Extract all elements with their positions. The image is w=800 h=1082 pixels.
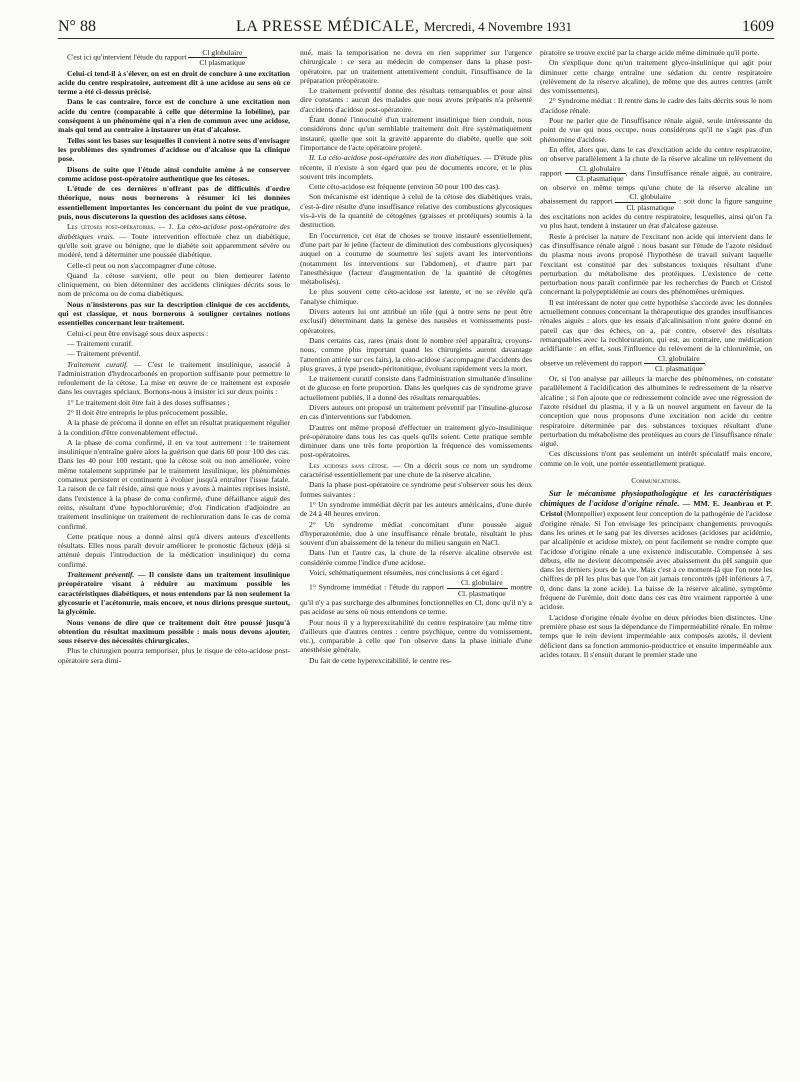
text: — C'est le traitement insulinique, associé à l'administration d'hydrocarbonés en proportion suffisante pour permettre le refoulement de la cétose. La mise en œuvre de ce traitement est exposée dans les ouvrages spéciaux. Bornons-nous à insister ici sur deux points : (58, 359, 290, 397)
text: En effet, alors que, dans le cas d'excitation acide du centre respiratoire, on observe parallèlement à la chute de la réserve alcaline un relèvement du rapport (540, 144, 772, 178)
paragraph: En l'occurrence, cet état de choses se trouve instauré essentiellement, d'une part par le jeûne (facteur de diminution des combustions glycosiques) auquel on a coutume de soumettre les sujets avant les interventions (notamment les interventions sur l'abdomen), et d'autre part par l'anesthésique (facteur d'augmentation de la quantité de cétogènes métabolisés). (300, 230, 532, 287)
paragraph (300, 153, 532, 181)
paragraph: Le plus souvent cette céto-acidose est latente, et ne se révèle qu'à l'analyse chimique. (300, 287, 532, 306)
paragraph: 2° Un syndrome médiat concomitant d'une poussée aiguë d'hyperazotémie, due à une insuffisance rénale brutale, résultant le plus souvent d'un abaissement de la teneur du milieu sanguin en NaCl. (300, 519, 532, 548)
fraction-denominator: Cl. plasmatique (626, 202, 675, 212)
journal-title (236, 18, 572, 36)
paragraph: Quand la cétose survient, elle peut ou bien demeurer latente cliniquement, ou bien déterminer des accidents cliniques décrits sous le nom de précoma ou de coma diabétiques. (58, 270, 290, 299)
fraction-numerator: Cl. globulaire (447, 578, 508, 588)
paragraph: D'autres ont même proposé d'effectuer un traitement glyco-insulinique pré-opératoire dans tous les cas quels qu'ils soient. Cette pratique semble diminuer dans une très forte proportion la fréquence des vomissements post-opératoires. (300, 422, 532, 460)
text: (Montpellier) exposent leur conception de la pathogénie de l'acidose d'origine rénale. Si l'on envisage les principaux changements provoqués dans les urines et le sang par les diverses acidoses (acidoses par acidémie, par alcalipénie et acidose mixte), on peut facilement se rendre compte que l'acidose d'origine rénale a une existence indiscutable. Compensée à ses débuts, elle ne devient décompensée avec abaissement du pH sanguin que dans les derniers jours de la vie. Mais c'est à ce moment-là que l'on note les chiffres de pH les plus bas que l'on ait jamais rencontrés (pH inférieurs à 7, 0, donc dans la zone acide). La baisse de la réserve alcaline, symptôme fréquent de l'urémie, doit donc dans ces cas être vraiment rapportée à une acidose. (540, 509, 772, 612)
subheading: Traitement curatif. (67, 359, 129, 369)
paragraph: L'étude de ces dernières n'offrant pas de difficultés d'ordre théorique, nous nous bornerons à résumer ici les données essentiellement importantes les concernant du point de vue pratique, puis, nous discuterons la question des acidoses sans cétose. (58, 184, 290, 222)
text: — D'étude plus récente, il n'existe à son égard que peu de documents encore, et le plus souvent très incomplets. (300, 153, 532, 181)
paragraph: Divers auteurs lui ont attribué un rôle (qui à notre sens ne peut être exclusif) déterminant dans la genèse des nausées et vomissements post-opératoires. (300, 307, 532, 335)
paragraph: Ces discussions n'ont pas seulement un intérêt spéculatif mais encore, comme on le voit, une portée essentiellement pratique. (540, 449, 772, 468)
paragraph: Or, si l'on analyse par ailleurs la marche des phénomènes, on constate parallèlement à l'acidification des albumines le redressement de la réserve alcaline ; si l'on ajoute que ce redressement coïncide avec une régression de l'azote résiduel du plasma, il y a là un nouvel argument en faveur de la conception que nous proposons d'une excitation non acide du centre respiratoire déterminée par des substances toxiques résultant d'une perturbation du métabolisme des protéiques au cours de l'insuffisance rénale aiguë. (540, 374, 772, 449)
paragraph: Le traitement curatif consiste dans l'administration simultanée d'insuline et de glucose en forte proportion. Dans les quelques cas de syndrome grave actuellement publiés, il a donné des résultats remarquables. (300, 374, 532, 402)
fraction-numerator: Cl globulaire (188, 48, 247, 58)
fraction-denominator: Cl. plasmatique (457, 588, 506, 598)
paragraph: Reste à préciser la nature de l'excitant non acide qui intervient dans le cas d'insuffisance rénale aiguë : nous basant sur l'étude de l'azote résiduel du plasma nous avons proposé l'hypothèse de travail suivant laquelle l'excitant est constitué par des substances toxiques résultant d'une perturbation du métabolisme des protéiques. L'existence de cette perturbation nous paraît confirmée par les recherches de Puech et Cristol concernant la polypeptidémie au cours des phénomènes urémiques. (540, 231, 772, 297)
paragraph (58, 222, 290, 259)
subheading: II. La céto-acidose post-opératoire des non diabétiques. (309, 153, 482, 163)
paragraph: Celui-ci peut être envisagé sous deux aspects : (67, 328, 209, 338)
paragraph: Nous n'insisterons pas sur la description clinique de ces accidents, qui est classique, et nous bornerons à souligner certaines notions essentielles concernant leur traitement. (58, 299, 290, 328)
paragraph (540, 298, 772, 373)
text: — Il consiste dans un traitement insulinique préopératoire visant à réduire au maximum possible les caractéristiques diabétiques, et nous entendons par là non seulement la glycosurie et l'acétonurie, mais encore, et nous dirions presque surtout, la glycémie. (58, 570, 290, 617)
paragraph: Dans le cas contraire, force est de conclure à une excitation non acide du centre (comparable à celle que détermine la lobéline), par conséquent à un phénomène qui n'a rien de commun avec une acidose, mais qui tend au contraire à instaurer un état d'alcalose. (58, 97, 290, 135)
paragraph: Telles sont les bases sur lesquelles il convient à notre sens d'envisager les problèmes des syndromes d'acidose ou d'alcalose que la clinique pose. (58, 135, 290, 164)
paragraph: Dans l'un et l'autre cas, la chute de la réserve alcaline observée est considérée comme l'indice d'une acidose. (300, 548, 532, 567)
page-number: 1609 (742, 18, 774, 35)
issue-date: Mercredi, 4 Novembre 1931 (424, 19, 573, 34)
paragraph (300, 578, 532, 616)
paragraph: Nous venons de dire que ce traitement doit être poussé jusqu'à obtention du résultat maximum possible : mais nous devons ajouter, sous réserve des nécessités chirurgicales. (58, 617, 290, 646)
text: C'est ici qu'intervient l'étude du rapport (67, 52, 187, 62)
paragraph: Le traitement préventif donne des résultats remarquables et pour ainsi dire constants : aucun des malades que nous avons préparés n'a présenté d'accidents d'acidose post-opératoire. (300, 86, 532, 114)
paragraph (58, 48, 290, 68)
paragraph: nué, mais la temporisation ne devra en rien supprimer sur l'urgence chirurgicale : ce sera au médecin de compenser dans la phase post-opératoire, par un traitement attentivement conduit, l'insuffisance de la préparation préopératoire. (300, 48, 532, 85)
paragraph: Étant donné l'innocuité d'un traitement insulinique bien conduit, nous considérons donc qu'un semblable traitement doit être systématiquement instauré, quelle que soit la gravité apparente du diabète, quelle que soit l'importance de l'acte opératoire projeté. (300, 115, 532, 152)
paragraph: Dans la phase post-opératoire ce syndrome peut s'observer sous les deux formes suivantes : (300, 480, 532, 499)
section-heading: Les acidoses sans cétose. (309, 460, 389, 470)
fraction (447, 578, 508, 598)
text: — Toute intervention effectuée chez un diabétique, qu'elle soit grave ou bénigne, que le diabète soit apparemment sévère ou modéré, tend à déterminer une poussée diabétique. (58, 231, 290, 260)
subheading: — 1. La céto-acidose post-opératoire des diabétiques vrais. (58, 222, 290, 241)
paragraph: Disons de suite que l'étude ainsi conduite amène à ne conserver comme acidose post-opératoire authentique que les cétoses. (58, 164, 290, 183)
paragraph: Cette céto-acidose est fréquente (environ 50 pour 100 des cas). (309, 182, 501, 192)
paragraph (58, 360, 290, 397)
article-title: Sur le mécanisme physiopathologique et les caractéristiques chimiques de l'acidose d'origine rénale. (540, 489, 772, 509)
paragraph: Pour ne parler que de l'insuffisance rénale aiguë, seule intéressante du point de vue qui nous occupe, nous considérons qu'il ne s'agit pas d'un phénomène d'acidose. (540, 116, 772, 144)
fraction-denominator: Cl. plasmatique (654, 363, 703, 373)
fraction (565, 164, 626, 184)
communications-heading: Communications. (631, 476, 681, 486)
paragraph: Pour nous il y a hyperexcitabilité du centre respiratoire (au même titre d'ailleurs que d'autres centres : centre psychique, centre du vomissement, etc.), comparable à celle que l'on observe dans la phase initiale d'une anesthésie générale. (300, 617, 532, 655)
paragraph: A la phase de coma confirmé, il en va tout autrement : le traitement insulinique n'entraîne guère alors la guérison que dans 60 pour 100 des cas. Dans les 40 pour 100 restant, que la cétose soit ou non améliorée, voire même totalement supprimée par le traitement insulinique, les phénomènes comateux persistent et continuent à évoluer jusqu'à entraîner l'issue fatale. La raison de ce fait réside, ainsi que nous y avons à maintes reprises insisté, dans l'existence à la phase de coma confirmé, d'une défaillance aiguë des reins, résultant d'une hypochlorurémie; d'où l'indication d'adjoindre au traitement insulinique un traitement de rechloruration dans le cas de coma confirmé. (58, 437, 290, 531)
paragraph: A la phase de précoma il donne en effet un résultat pratiquement régulier à la condition d'être convenablement effectué. (58, 418, 290, 437)
subheading: Traitement préventif. (67, 570, 135, 580)
paragraph: Divers auteurs ont proposé un traitement préventif par l'insuline-glucose en cas d'interventions sur l'abdomen. (300, 402, 532, 422)
text: — On a décrit sous ce nom un syndrome caractérisé essentiellement par une chute de la réserve alcaline. (300, 460, 532, 480)
paragraph: Du fait de cette hyperexcitabilité, le centre res- (309, 655, 452, 665)
text: , dans l'insuffisance rénale aiguë, au contraire, on observe en même temps qu'une chute de la réserve alcaline un abaissement du rapport (540, 168, 772, 206)
paragraph: 1° Un syndrome immédiat décrit par les auteurs américains, d'une durée de 24 à 48 heures environ. (300, 499, 532, 519)
fraction-denominator: Cl plasmatique (199, 58, 246, 68)
text: Il est intéressant de noter que cette hypothèse s'accorde avec les données actuellement connues concernant la thérapeutique des grandes insuffisances rénales aiguës : alors que les essais d'alcalinisation n'ont guère donné en pareil cas que des échecs, on a, par contre, observé des résultats remarquables avec la rechloruration, qui est, au contraire, une médication acidifiante : en effet, sous l'influence du relèvement de la chlorurémie, on observe un relèvement du rapport (540, 297, 772, 368)
column-3 (540, 48, 772, 1076)
page-header (58, 16, 774, 39)
paragraph: 2° Il doit être entrepris le plus précocement possible. (67, 407, 228, 417)
section-heading: Les cétoses post-opératoires. (67, 222, 156, 232)
paragraph: Plus le chirurgien pourra temporiser, plus le risque de céto-acidose post-opératoire sera dimi- (58, 646, 290, 665)
article-authors: — MM. E. Jeanbrau et P. Cristol (540, 499, 772, 519)
column-1 (58, 48, 290, 1076)
paragraph: — Traitement préventif. (67, 349, 141, 359)
paragraph (58, 570, 290, 616)
paragraph: Dans certains cas, rares (mais dont le nombre réel apparaîtra, croyons-nous, comme plus important quand les chirurgiens auront davantage l'attention attirée sur ces faits), la céto-acidose s'accompagne d'accidents des plus graves, à type pseudo-péritonitique, évoluant rapidement vers la mort. (300, 335, 532, 373)
fraction (644, 354, 705, 374)
paragraph: Cette pratique nous a donné ainsi qu'à divers auteurs d'excellents résultats. Elles nous paraît devoir améliorer le pronostic fâcheux (déjà si atténué depuis l'introduction de la médication insulinique) du coma confirmé. (58, 531, 290, 569)
fraction (188, 48, 247, 68)
paragraph: On s'explique donc qu'un traitement glyco-insulinique qui agit pour diminuer cette charge entraîne une sédation du centre respiratoire (relèvement de la réserve alcaline), de même que des autres centres (arrêt des vomissements). (540, 58, 772, 96)
paragraph (300, 461, 532, 480)
issue-number: N° 88 (58, 18, 96, 35)
paragraph: 2° Syndrome médiat : Il rentre dans le cadre des faits décrits sous le nom d'acidose rénale. (540, 96, 772, 115)
paragraph (540, 489, 772, 611)
fraction-denominator: Cl. plasmatique (575, 173, 624, 183)
text: 1° Syndrome immédiat : l'étude du rapport (309, 582, 445, 592)
paragraph (540, 145, 772, 231)
paragraph: — Traitement curatif. (67, 338, 134, 348)
fraction (615, 192, 676, 212)
paragraph: Son mécanisme est identique à celui de la cétose des diabétiques vrais, c'est-à-dire résulte d'une insuffisance relative des combustions glycosiques vis-à-vis de la quantité de cétogènes (graisses et protéiques) soumis à la destruction. (300, 192, 532, 230)
paragraph: 1° Le traitement doit être fait à des doses suffisantes ; (67, 397, 230, 407)
paragraph: piratoire se trouve excité par la charge acide même diminuée qu'il porte. (540, 48, 760, 57)
paragraph: Voici, schématiquement résumées, nos conclusions à cet égard : (309, 568, 503, 578)
column-2 (300, 48, 532, 1076)
fraction-numerator: Cl. globulaire (644, 354, 705, 364)
paragraph: Celle-ci peut ou non s'accompagner d'une cétose. (67, 260, 217, 270)
text: : soit donc la figure sanguine des excitations non acides du centre respiratoire, lesquelles, ainsi qu'on l'a vu plus haut, tendent à instaurer un état d'alcalose gazeuse. (540, 197, 772, 231)
fraction-numerator: Cl. globulaire (565, 164, 626, 174)
text: montre qu'il n'y a pas surcharge des albumines fonctionnelles en Cl, donc qu'il n'y a pas acidose au sens où nous entendons ce terme. (300, 582, 532, 617)
fraction-numerator: Cl. globulaire (615, 192, 676, 202)
journal-name: LA PRESSE MÉDICALE, (236, 18, 420, 35)
text: . (704, 358, 707, 368)
paragraph: L'acidose d'origine rénale évolue en deux périodes bien distinctes. Une première phase est sous la dépendance de l'imperméabilité rénale. En même temps que le rein devient imperméable aux composés azotés, il devient déficient dans sa fonction ammonio-productrice et ensuite imperméable aux acides totaux. Il s'ensuit durant le premier stade une (540, 612, 772, 659)
paragraph: Celui-ci tend-il à s'élever, on est en droit de conclure à une excitation acide du centre respiratoire, autrement dit à une acidose au sens où ce terme a été ci-dessus précisé. (58, 68, 290, 97)
